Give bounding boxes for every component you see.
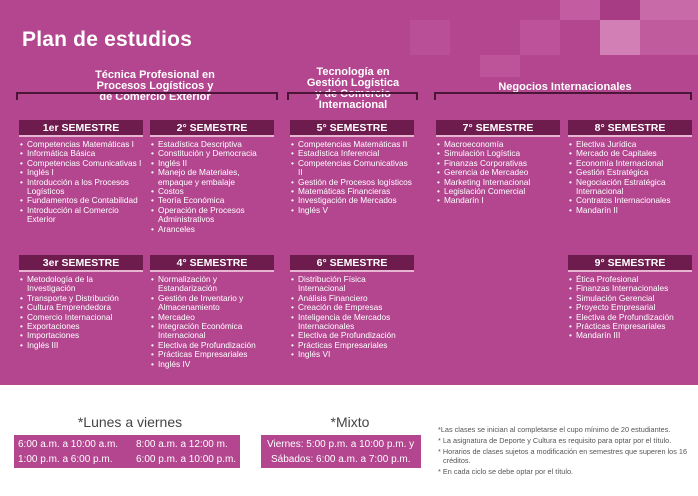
course-item: • Economía Internacional (568, 159, 692, 168)
decorative-mosaic (410, 20, 450, 55)
course-item: • Negociación Estratégica Internacional (568, 178, 692, 197)
course-item: • Competencias Matemáticas I (19, 140, 143, 149)
course-item: • Estadística Descriptiva (150, 140, 274, 149)
course-item: • Mandarín III (568, 331, 692, 340)
course-item: • Inglés III (19, 341, 143, 350)
bracket-tecnica (16, 92, 278, 100)
semester-5 (290, 120, 414, 215)
course-item: • Mercadeo (150, 313, 274, 322)
course-item: • Importaciones (19, 331, 143, 340)
course-item: • Introducción a los Procesos Logísticos (19, 178, 143, 197)
course-item: • Constitución y Democracia (150, 149, 274, 158)
course-item: • Competencias Comunicativas I (19, 159, 143, 168)
decorative-mosaic (560, 0, 600, 20)
schedule-slot: 6:00 p.m. a 10:00 p.m. (136, 454, 237, 465)
course-item: • Integración Económica Internacional (150, 322, 274, 341)
schedule-slot: Sábados: 6:00 a.m. a 7:00 p.m. (271, 454, 411, 465)
semester-header: 9° SEMESTRE (568, 255, 692, 272)
course-item: • Prácticas Empresariales (290, 341, 414, 350)
semester-header: 2° SEMESTRE (150, 120, 274, 137)
course-item: • Análisis Financiero (290, 294, 414, 303)
course-item: • Mandarín II (568, 206, 692, 215)
weekday-schedule-title: *Lunes a viernes (77, 414, 183, 430)
footnote: * La asignatura de Deporte y Cultura es requisito para optar por el título. (438, 436, 672, 445)
footnote: * En cada ciclo se debe optar por el título. (438, 467, 574, 476)
course-item: • Contratos Internacionales (568, 196, 692, 205)
semester-9 (568, 255, 692, 341)
course-item: • Informática Básica (19, 149, 143, 158)
semester-2 (150, 120, 274, 234)
course-item: • Manejo de Materiales, empaque y embalaje (150, 168, 274, 187)
weekday-schedule-box (14, 435, 240, 468)
footnote: *Las clases se inician al completarse el cupo mínimo de 20 estudiantes. (438, 425, 671, 434)
course-item: • Teoría Económica (150, 196, 274, 205)
page-title: Plan de estudios (22, 28, 193, 51)
track-heading-tecnica: Técnica Profesional en Procesos Logísticos y de Comercio Exterior (95, 69, 215, 103)
decorative-mosaic (640, 20, 698, 55)
track-heading-tecnologia: Tecnología en Gestión Logística y de Comercio Internacional (306, 66, 400, 111)
course-item: • Electiva de Profundización (290, 331, 414, 340)
semester-header: 1er SEMESTRE (19, 120, 143, 137)
course-item: • Mandarín I (436, 196, 560, 205)
course-item: • Simulación Gerencial (568, 294, 692, 303)
course-item: • Normalización y Estandarización (150, 275, 274, 294)
course-item: • Aranceles (150, 225, 274, 234)
course-item: • Electiva de Profundización (568, 313, 692, 322)
semester-8 (568, 120, 692, 215)
schedule-slot: 8:00 a.m. a 12:00 m. (136, 439, 228, 450)
decorative-mosaic (520, 20, 560, 55)
course-item: • Estadística Inferencial (290, 149, 414, 158)
course-item: • Gerencia de Mercadeo (436, 168, 560, 177)
course-item: • Transporte y Distribución (19, 294, 143, 303)
course-item: • Finanzas Corporativas (436, 159, 560, 168)
course-item: • Mercado de Capitales (568, 149, 692, 158)
schedule-slot: 1:00 p.m. a 6:00 p.m. (18, 454, 113, 465)
course-item: • Prácticas Empresariales (150, 350, 274, 359)
course-item: • Legislación Comercial (436, 187, 560, 196)
course-item: • Inglés II (150, 159, 274, 168)
footnotes (438, 425, 696, 478)
course-item: • Exportaciones (19, 322, 143, 331)
mixed-schedule-box (261, 435, 421, 468)
decorative-mosaic (480, 55, 520, 77)
schedule-slot: Viernes: 5:00 p.m. a 10:00 p.m. y (267, 439, 415, 450)
course-item: • Cultura Emprendedora (19, 303, 143, 312)
semester-header: 5° SEMESTRE (290, 120, 414, 137)
semester-6 (290, 255, 414, 360)
course-item: • Inglés I (19, 168, 143, 177)
course-item: • Gestión de Procesos logísticos (290, 178, 414, 187)
course-item: • Electiva Jurídica (568, 140, 692, 149)
schedule-slot: 6:00 a.m. a 10:00 a.m. (18, 439, 119, 450)
semester-header: 7° SEMESTRE (436, 120, 560, 137)
course-item: • Finanzas Internacionales (568, 284, 692, 293)
semester-header: 8° SEMESTRE (568, 120, 692, 137)
decorative-mosaic (600, 20, 640, 55)
decorative-mosaic (600, 0, 640, 20)
course-item: • Proyecto Empresarial (568, 303, 692, 312)
decorative-mosaic (640, 0, 698, 20)
course-item: • Inglés IV (150, 360, 274, 369)
semester-header: 3er SEMESTRE (19, 255, 143, 272)
course-item: • Inglés V (290, 206, 414, 215)
course-item: • Comercio Internacional (19, 313, 143, 322)
mixed-schedule-title: *Mixto (330, 414, 370, 430)
course-item: • Distribución Física Internacional (290, 275, 414, 294)
course-item: • Operación de Procesos Administrativos (150, 206, 274, 225)
course-item: • Macroeconomía (436, 140, 560, 149)
course-item: • Matemáticas Financieras (290, 187, 414, 196)
course-item: • Gestión de Inventario y Almacenamiento (150, 294, 274, 313)
course-item: • Competencias Matemáticas II (290, 140, 414, 149)
semester-header: 6° SEMESTRE (290, 255, 414, 272)
course-item: • Metodología de la Investigación (19, 275, 143, 294)
course-item: • Ética Profesional (568, 275, 692, 284)
footnote: * Horarios de clases sujetos a modificación en semestres que superen los 16 créditos. (438, 447, 688, 465)
bracket-tecnologia (287, 92, 418, 100)
course-item: • Simulación Logística (436, 149, 560, 158)
course-item: • Introducción al Comercio Exterior (19, 206, 143, 225)
course-item: • Investigación de Mercados (290, 196, 414, 205)
course-item: • Fundamentos de Contabilidad (19, 196, 143, 205)
course-item: • Inglés VI (290, 350, 414, 359)
course-item: • Electiva de Profundización (150, 341, 274, 350)
course-item: • Gestión Estratégica (568, 168, 692, 177)
semester-7 (436, 120, 560, 206)
semester-3 (19, 255, 143, 350)
course-item: • Prácticas Empresariales (568, 322, 692, 331)
track-heading-negocios: Negocios Internacionales (498, 81, 632, 93)
course-item: • Costos (150, 187, 274, 196)
course-item: • Marketing Internacional (436, 178, 560, 187)
course-item: • Creación de Empresas (290, 303, 414, 312)
course-item: • Inteligencia de Mercados Internacionales (290, 313, 414, 332)
semester-header: 4° SEMESTRE (150, 255, 274, 272)
bracket-negocios (434, 92, 692, 100)
semester-4 (150, 255, 274, 369)
semester-1 (19, 120, 143, 225)
course-item: • Competencias Comunicativas II (290, 159, 414, 178)
